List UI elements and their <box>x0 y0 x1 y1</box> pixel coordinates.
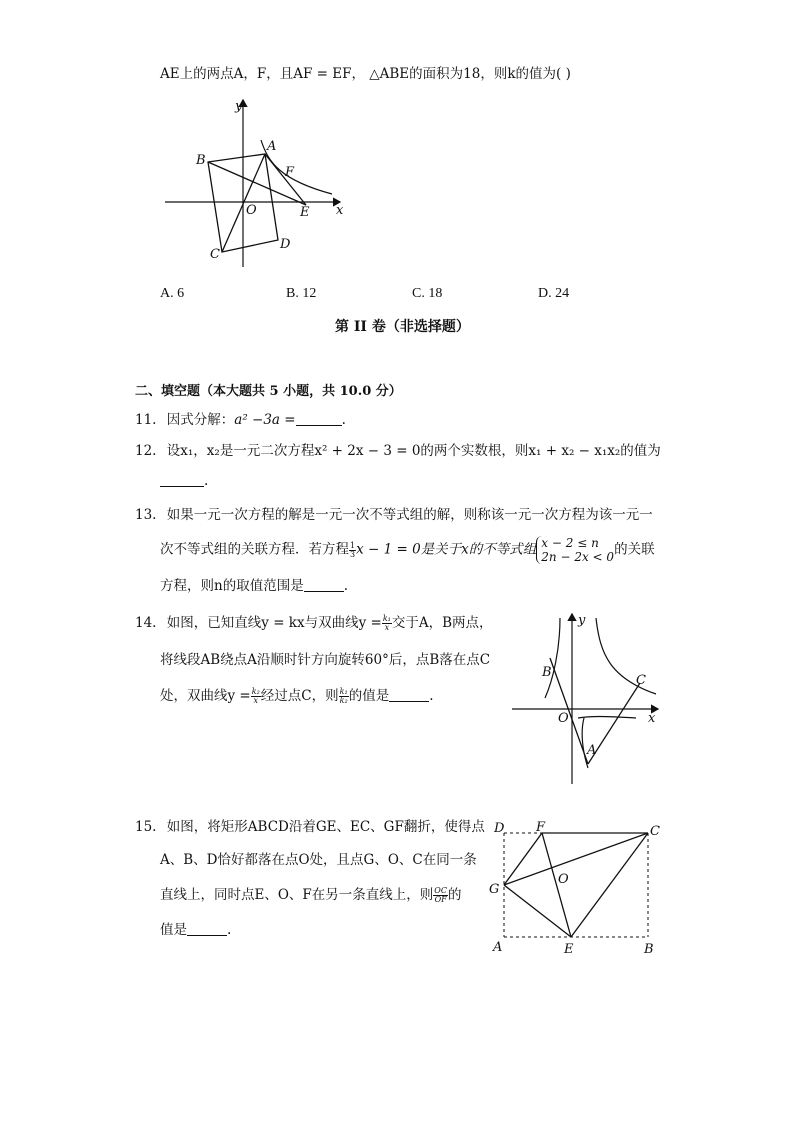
q14-ratio-den: k₂ <box>339 696 348 705</box>
q14-fig-label-O: O <box>558 711 569 726</box>
q14-k2-num: k₂ <box>251 687 260 696</box>
q12-end: . <box>204 473 209 489</box>
q15-frac-den: OF <box>434 895 447 904</box>
q11 <box>135 410 346 430</box>
q15-fig-label-C: C <box>650 824 660 839</box>
q14-line1-b: 交于A，B两点， <box>391 615 493 631</box>
q13-line2-b: x − 1 = 0是关于x的不等式组 <box>356 541 537 558</box>
q10-stem-tail: AE上的两点A，F，且AF = EF， △ABE的面积为18，则k的值为( ) <box>160 66 571 82</box>
q14-fig-label-A: A <box>587 743 597 758</box>
q13-sys-row1: x − 2 ≤ n <box>541 536 599 550</box>
q12-text: 设x₁，x₂是一元二次方程x² + 2x − 3 = 0的两个实数根，则x₁ + x₂ − x₁x₂的值为 <box>166 443 661 459</box>
q15-fig-label-F: F <box>536 820 546 835</box>
q10-fig-label-F: F <box>285 165 295 180</box>
q13-end: . <box>343 578 348 594</box>
q15-line3-b: 的 <box>447 887 462 903</box>
section2-title: 二、填空题（本大题共 5 小题，共 10.0 分） <box>135 384 402 399</box>
q12 <box>135 441 661 461</box>
q10-option-d: D. 24 <box>538 286 570 301</box>
q14-num: 14. <box>135 615 157 631</box>
q13-num: 13. <box>135 507 157 523</box>
q15-fig-label-A: A <box>493 940 503 955</box>
q14-line3-a: 处，双曲线y = <box>160 688 251 704</box>
q14-line3-c: 的值是 <box>348 688 390 704</box>
q14-ratio-fraction <box>339 688 349 705</box>
q13-line2-c: 的关联 <box>614 541 655 558</box>
q15-line3-a: 直线上，同时点E、O、F在另一条直线上，则 <box>160 887 434 903</box>
q15-ratio-fraction <box>433 887 448 904</box>
q12-answer-blank[interactable] <box>160 472 204 487</box>
q11-text: 因式分解： <box>166 412 235 428</box>
q15-fig-label-E: E <box>564 942 574 957</box>
q15-fig-label-D: D <box>494 821 505 836</box>
q15-frac-num: OC <box>434 886 447 895</box>
q13-frac-den: 3 <box>350 549 356 559</box>
q10-option-a: A. 6 <box>160 286 185 301</box>
q13-line3 <box>160 576 348 596</box>
q15-answer-blank[interactable] <box>187 921 227 936</box>
q14-line3-b: 经过点C，则 <box>260 688 339 704</box>
q15-line3 <box>160 885 461 905</box>
q14-ratio-num: k₁ <box>339 687 348 696</box>
q13 <box>135 505 653 525</box>
q12-num: 12. <box>135 443 157 459</box>
q12-line2 <box>160 471 208 491</box>
q15 <box>135 817 485 837</box>
q11-expr: a² −3a = <box>234 412 296 428</box>
q10-fig-label-A: A <box>267 139 277 154</box>
q14-k2-den: x <box>253 696 259 705</box>
q10-fig-label-x: x <box>336 203 344 218</box>
q15-fig-label-G: G <box>489 882 500 897</box>
q11-answer-blank[interactable] <box>296 411 342 426</box>
q14-k2-fraction <box>251 688 261 705</box>
q14-line1-a: 如图，已知直线y = kx与双曲线y = <box>166 615 382 631</box>
q10-fig-label-E: E <box>300 205 310 220</box>
q15-line4 <box>160 920 231 940</box>
q13-sys-row2: 2n − 2x < 0 <box>541 550 615 564</box>
q10-fig-label-D: D <box>280 237 291 252</box>
q13-frac-num: 1 <box>350 540 356 550</box>
q10-option-b: B. 12 <box>286 286 317 301</box>
q10-fig-label-B: B <box>196 153 206 168</box>
q14-fig-label-x: x <box>648 711 656 726</box>
q14-line2: 将线段AB绕点A沿顺时针方向旋转60°后，点B落在点C <box>160 652 491 668</box>
q14-answer-blank[interactable] <box>389 687 429 702</box>
q14-k1-fraction <box>382 615 392 632</box>
q14-fig-label-y: y <box>578 613 586 628</box>
q10-fig-label-C: C <box>210 247 220 262</box>
q11-end: . <box>341 412 346 428</box>
q15-fig-label-O: O <box>558 872 569 887</box>
q14-k1-den: x <box>384 623 390 632</box>
part2-title: 第 II 卷（非选择题） <box>335 319 470 335</box>
q15-end: . <box>227 922 232 938</box>
q13-line3-text: 方程，则n的取值范围是 <box>160 578 304 594</box>
q15-line2: A、B、D恰好都落在点O处，且点G、O、C在同一条 <box>160 852 477 868</box>
q13-line1: 如果一元一次方程的解是一元一次不等式组的解，则称该一元一次方程为该一元一 <box>166 507 653 523</box>
q13-line2-a: 次不等式组的关联方程．若方程 <box>160 541 349 558</box>
q10-fig-label-O: O <box>246 203 257 218</box>
q14-figure <box>508 608 668 788</box>
q14-k1-num: k₁ <box>382 614 391 623</box>
q14-fig-label-B: B <box>542 665 552 680</box>
q15-figure <box>484 815 668 960</box>
q14 <box>135 613 493 633</box>
q10-figure <box>160 92 360 272</box>
q13-inequality-system <box>536 536 614 564</box>
q10-option-c: C. 18 <box>412 286 443 301</box>
q14-line3 <box>160 686 434 706</box>
q10-fig-label-y: y <box>235 99 243 114</box>
q11-num: 11. <box>135 412 157 428</box>
q13-line2 <box>160 536 655 564</box>
q15-num: 15. <box>135 819 157 835</box>
q15-line1: 如图，将矩形ABCD沿着GE、EC、GF翻折，使得点 <box>166 819 485 835</box>
q14-fig-label-C: C <box>636 673 646 688</box>
q14-end: . <box>429 688 434 704</box>
q13-answer-blank[interactable] <box>304 577 344 592</box>
q15-line4-text: 值是 <box>160 922 187 938</box>
q15-fig-label-B: B <box>644 942 654 957</box>
